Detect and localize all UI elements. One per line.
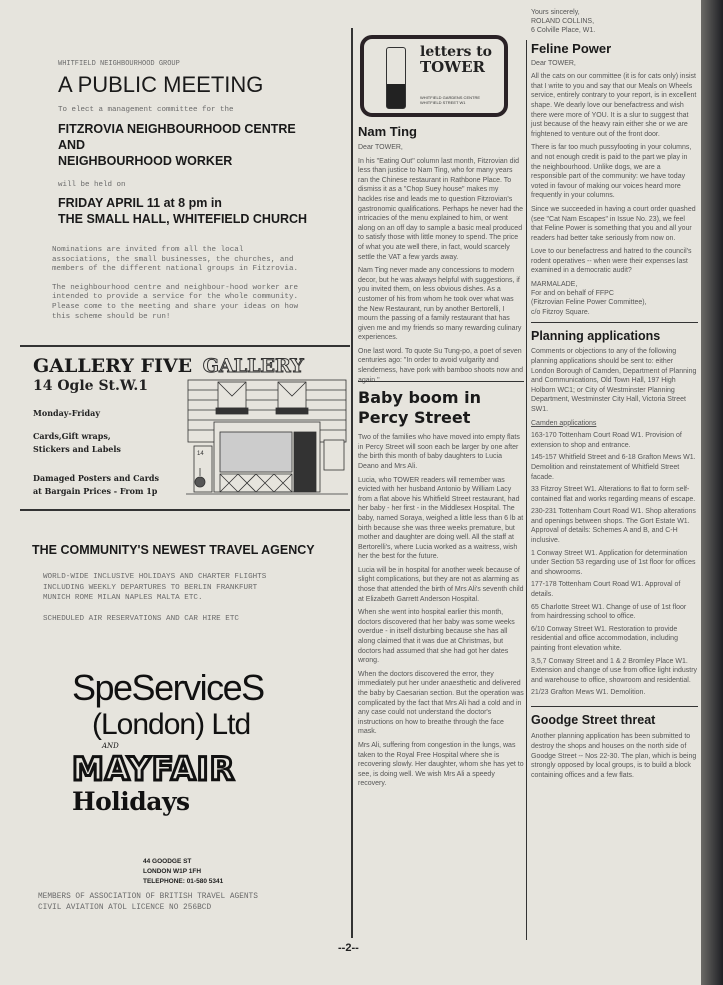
travel-members [38, 892, 258, 914]
postbox-icon [386, 47, 406, 109]
planning-applications [531, 329, 698, 701]
right-column [531, 8, 698, 784]
salutation: Dear TOWER, [358, 144, 403, 151]
planning-item: 3,5,7 Conway Street and 1 & 2 Bromley Place W1. Extension and change of use from office light industry and warehouse to office, showroom and residential. [531, 657, 698, 684]
divider [358, 381, 524, 383]
planning-item: 177-178 Tottenham Court Road W1. Approval of details. [531, 581, 681, 599]
signoff-line: ROLAND COLLINS, [531, 18, 595, 26]
goodge-body: Another planning application has been submitted to destroy the shops and houses on the north side of Goodge Street -- Nos 22-30. The plan, which is being strongly opposed by local groups, is to build a block containing offices and a few flats. [531, 733, 697, 779]
travel-headline: THE COMMUNITY'S NEWEST TRAVEL AGENCY [32, 543, 315, 557]
letters-address [420, 95, 480, 105]
planning-item: 230-231 Tottenham Court Road W1. Shop alterations and openings between shops. The Gort Estate W1. Approval of details: Schemes A and B, and C-H inclusive. [531, 508, 696, 545]
travel-lines [43, 572, 266, 624]
gallery-offer-line: at Bargain Prices - From 1p [33, 486, 158, 496]
planning-list [531, 431, 698, 698]
brand-holidays: Holidays [72, 787, 190, 816]
travel-address [143, 857, 223, 887]
meeting-held: will be held on [58, 181, 126, 189]
divider [20, 345, 350, 347]
feline-signoff [531, 280, 698, 317]
feline-power-letter [531, 41, 698, 317]
gallery-goods-line: Cards,Gift wraps, [33, 431, 111, 441]
article-paragraph: When the doctors discovered the error, they immediately put her under anaesthetic and delivered the baby by Caesarian section. But the operation was complicated by the fact that Mrs Ali had a cold and in any case could not understand the doctor's instructions on how to breathe through the face mask. [358, 670, 524, 736]
salutation: Dear TOWER, [531, 59, 576, 67]
travel-line: WORLD-WIDE INCLUSIVE HOLIDAYS AND CHARTER FLIGHTS [43, 573, 267, 581]
signoff-line: Yours sincerely, [531, 9, 580, 16]
meeting-body [52, 246, 302, 322]
meeting-para: The neighbourhood centre and neighbour-hood worker are intended to provide a service for the whole community. Please come to the meeting and share your ideas on how this scheme should be run! [52, 283, 299, 321]
nam-ting-title: Nam Ting [358, 124, 417, 139]
signoff-line: For and on behalf of FFPC [531, 290, 614, 298]
planning-item: 145-157 Whitfield Street and 6-18 Grafton Mews W1. Demolition and reinstatement of Whitfield Street facade. [531, 454, 696, 481]
letter-paragraph: Love to our benefactress and hatred to the council's rodent operatives -- when were their expenses last examined in a democratic audit? [531, 248, 692, 275]
planning-intro: Comments or objections to any of the following planning applications should be sent to: either London Borough of Camden, Department of Planning and Communications, Old Town Hall, 197 High Holborn WC1; or City of Westminster Planning Department, Westminster City Hall, Victoria Street SW1. [531, 348, 697, 413]
planning-item: 163-170 Tottenham Court Road W1. Provision of extension to shop and entrance. [531, 432, 682, 449]
nam-ting-signoff [531, 8, 698, 36]
letters-title [420, 45, 492, 75]
shopfront-illustration [186, 378, 348, 498]
public-meeting-notice [58, 60, 348, 227]
signoff-line: MARMALADE, [531, 281, 578, 289]
letters-address-line: WHITFIELD STREET W1 [420, 100, 466, 105]
planning-item: 65 Charlotte Street W1. Change of use of 1st floor from hairdressing school to office. [531, 603, 687, 621]
travel-line: MUNICH ROME MILAN NAPLES MALTA ETC. [43, 594, 203, 602]
meeting-subject-line: AND [58, 138, 86, 152]
letter-paragraph: One last word. To quote Su Tung-po, a poet of seven centuries ago: "In order to avoid vulgarity and slenderness, have pork with bamboo shoots now and [358, 347, 523, 375]
meeting-when-line: FRIDAY APRIL 11 at 8 pm in [58, 196, 222, 210]
goodge-street-article [531, 713, 698, 784]
letters-title-line: TOWER [420, 58, 485, 76]
gallery-name: GALLERY FIVE [33, 355, 193, 377]
meeting-when [58, 195, 348, 227]
letters-address-line: WHITFIELD GARDENS CENTRE [420, 95, 481, 100]
meeting-when-line: THE SMALL HALL, WHITEFIELD CHURCH [58, 212, 308, 226]
travel-address-line: TELEPHONE: 01-580 5341 [143, 878, 224, 885]
letter-paragraph: There is far too much pussyfooting in your columns, and not enough credit is paid to the part we play in the neighbourhood. Unlike dogs, we are a responsible part of the community: we have today voted in favour of making our voices heard more frequently in your columns. [531, 144, 692, 200]
planning-item: 6/10 Conway Street W1. Restoration to provide residential and office accommodation, including painting front elevation white. [531, 625, 678, 653]
planning-item: 33 Fitzroy Street W1. Alterations to flat to form self-contained flat and works regarding means of escape. [531, 486, 696, 503]
middle-column [358, 124, 524, 793]
planning-title: Planning applications [531, 329, 661, 344]
page-edge-shadow [701, 0, 723, 985]
signoff-line: c/o Fitzroy Square. [531, 308, 590, 316]
gallery-days: Monday-Friday [33, 408, 100, 418]
baby-boom-article [358, 388, 524, 793]
letter-paragraph: Nam Ting never made any concessions to modern decor, but he was always helpful with suggestions, if you invited them, on less obvious dishes. As a customer of his from whom he took over what was the New Restaurant, run by another Bertorelli, I mourn the passing of a family restaurant that has given me and my friends so many rewarding culinary experiences. [358, 267, 522, 342]
travel-scheduled: SCHEDULED AIR RESERVATIONS AND CAR HIRE ETC [43, 614, 239, 623]
camden-subhead: Camden applications [531, 419, 597, 427]
page-number: --2-- [338, 942, 359, 954]
travel-members-line: MEMBERS OF ASSOCIATION OF BRITISH TRAVEL AGENTS [38, 893, 258, 901]
baby-boom-title: Baby boom in Percy Street [358, 388, 481, 428]
column-divider [526, 40, 527, 940]
letters-to-tower-logo [360, 35, 508, 117]
column-divider [351, 28, 353, 938]
brand-mayfair: MAYFAIR [72, 750, 236, 788]
divider [531, 322, 698, 324]
letters-title-line: letters to [420, 44, 493, 60]
brand-speservices: SpeServiceS [72, 667, 264, 708]
article-paragraph: Lucia, who TOWER readers will remember was evicted with her husband Antonio by William Lacy from a flat above his Whitfield Street restaurant, had her baby - her first - in the Middlesex Hospital. The baby, named Soraya, weighed a little less than 6 lb at birth because she was three weeks premature, but mother and daughter are doing well. All the staff at Bertorelli's, where Lucia worked as a waitress, wish her the best for the future. [358, 476, 524, 561]
divider [531, 706, 698, 708]
divider [20, 509, 350, 511]
travel-address-line: LONDON W1P 1FH [143, 868, 202, 875]
letter-paragraph: In his "Eating Out" column last month, Fitzrovian did less than justice to Nam Ting, who for many years ran the Chinese restaurant in Rathbone Place. To dismiss it as a "Chop Suey house" makes my hackles rise and leads me to question Fitzrovian's gastronomic qualifications. Perhaps he never had the intricacies of the menu explained to him, or went along on an off day to sample a basic meal produced to satisfy those with little money to spend. The price of what you ate well there, in fact, would scarcely settle the VAT a few yards away. [358, 157, 523, 261]
meeting-group: WHITFIELD NEIGHBOURHOOD GROUP [58, 60, 180, 68]
gallery-offer-line: Damaged Posters and Cards [33, 473, 160, 483]
meeting-subject-line: FITZROVIA NEIGHBOURHOOD CENTRE [58, 122, 296, 136]
nam-ting-letter [358, 124, 524, 376]
goodge-title: Goodge Street threat [531, 713, 656, 728]
signoff-line: 6 Colville Place, W1. [531, 27, 596, 35]
article-paragraph: When she went into hospital earlier this month, doctors discovered that her baby was some weeks overdue - in itself disturbing because she has all along claimed that it was due at Christmas, but doctors had assumed that she had got her dates wrong. [358, 609, 515, 665]
travel-line: INCLUDING WEEKLY DEPARTURES TO BERLIN FRANKFURT [43, 583, 258, 592]
planning-item: 21/23 Grafton Mews W1. Demolition. [531, 689, 646, 697]
meeting-para: Nominations are invited from all the local associations, the small businesses, the churches, and members of the different national groups in Fitzrovia. [52, 246, 299, 274]
letter-paragraph: All the cats on our committee (it is for cats only) insist that I write to you and say that our Meals on Wheels service, entirely contrary to your report, is in excellent shape. We dearly love our benefactress and wish there were more of YOU. It is a slur to suggest that just because of the heavy rain either she or we are frightened to venture out of the front door. [531, 73, 697, 138]
planning-item: 1 Conway Street W1. Application for determination under Section 53 regarding use of 1st floor for offices and showrooms. [531, 549, 696, 576]
article-paragraph: Lucia will be in hospital for another week because of slight complications, but they are not as alarming as those that attended the birth of Mrs Ali's seventh child at Elizabeth Garrett Anderson Hospital. [358, 566, 524, 603]
travel-address-line: 44 GOODGE ST [143, 858, 192, 865]
gallery-goods-line: Stickers and Labels [33, 444, 121, 454]
article-paragraph: Mrs Ali, suffering from congestion in the lungs, was taken to the Royal Free Hospital where she is recovering slowly. Her daughter, whom she has yet to see, is doing well. We wish Mrs Ali a speedy recovery. [358, 741, 524, 788]
brand-london-ltd: (London) Ltd [92, 708, 251, 741]
letter-paragraph: Since we succeeded in having a court order quashed (see "Cat Nam Escapes" in Issue No. 23), we feel that Feline Power is something that you and all your readers had better take seriously from now on. [531, 205, 696, 242]
shop-number: 14 [197, 451, 204, 457]
gallery-logo: GALLERY [202, 355, 304, 377]
article-paragraph: Two of the families who have moved into empty flats in Percy Street will soon each be larger by one after the birth this month of baby daughters to Lucia Deano and Mrs Ali. [358, 434, 520, 470]
meeting-title: A PUBLIC MEETING [58, 72, 264, 97]
gallery-address: 14 Ogle St.W.1 [33, 378, 149, 394]
meeting-subject [58, 121, 348, 169]
feline-title: Feline Power [531, 40, 612, 56]
travel-members-line: CIVIL AVIATION ATOL LICENCE NO 256BCD [38, 904, 212, 912]
meeting-subject-line: NEIGHBOURHOOD WORKER [58, 154, 233, 168]
meeting-intro: To elect a management committee for the [58, 106, 234, 114]
signoff-line: (Fitzrovian Feline Power Committee), [531, 299, 647, 307]
travel-logo [72, 668, 264, 816]
brand-and: AND [102, 742, 119, 750]
